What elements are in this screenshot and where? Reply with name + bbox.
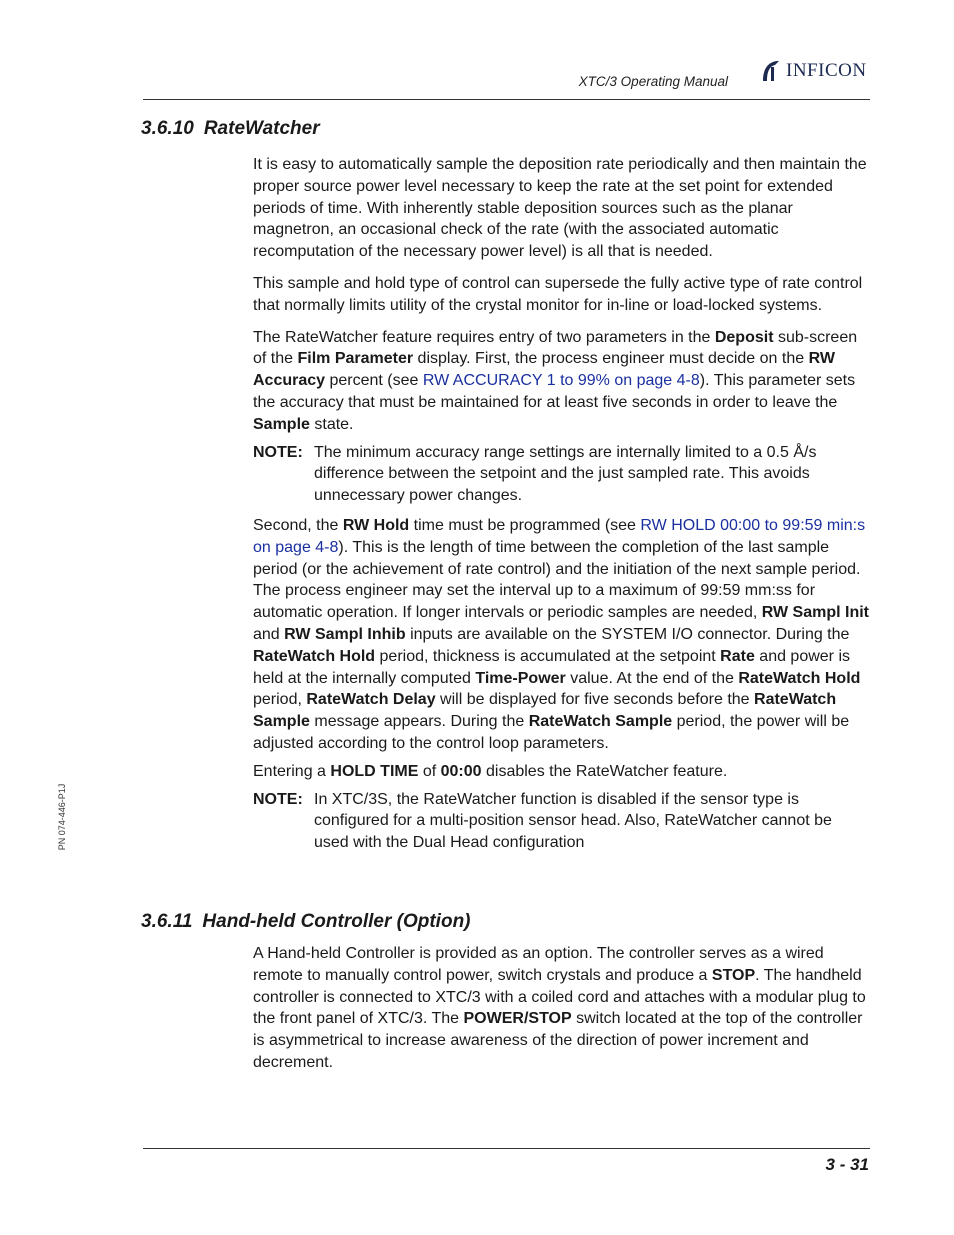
part-number-label: PN 074-446-P1J [57,783,67,851]
header-rule [143,99,870,100]
section-title: RateWatcher [203,118,320,139]
paragraph: The RateWatcher feature requires entry of two parameters in the Deposit sub-screen of the Film Parameter display. First, the process engineer must decide on the RW Accuracy percent (see RW ACCURACY 1 to 99% on page 4-8). This parameter sets the accuracy that must be maintained for at least five seconds in order to leave the Sample state. [253,328,858,433]
inficon-logo-icon [760,59,782,83]
section-number: 3.6.10 [141,118,194,139]
section-title: Hand-held Controller (Option) [202,911,471,932]
paragraph: Entering a HOLD TIME of 00:00 disables the RateWatcher feature. [253,762,728,780]
ratewatcher-body [253,154,870,862]
note-label: NOTE: [253,443,303,461]
paragraph: This sample and hold type of control can supersede the fully active type of rate control that normally limits utility of the crystal monitor for in-line or load-locked systems. [253,274,863,314]
section-heading-handheld [141,911,471,933]
section-heading-ratewatcher [141,118,320,140]
handheld-body [253,943,870,1084]
logo-text: INFICON [786,60,867,81]
note-text: In XTC/3S, the RateWatcher function is disabled if the sensor type is configured for a multi-position sensor head. Also, RateWatcher cannot be used with the Dual Head configuration [314,790,832,852]
rw-accuracy-link[interactable]: RW ACCURACY 1 to 99% on page 4-8 [422,372,700,390]
note-label: NOTE: [253,790,303,808]
note [253,442,870,507]
page-number: 3 - 31 [825,1155,869,1174]
paragraph: It is easy to automatically sample the deposition rate periodically and then maintain the proper source power level necessary to keep the rate at the set point for extended periods of time. With inherently stable deposition sources such as the planar magnetron, an occasional check of the rate (with the associated automatic recomputation of the necessary power level) is all that is needed. [253,156,867,261]
paragraph: A Hand-held Controller is provided as an option. The controller serves as a wired remote to manually control power, switch crystals and produce a STOP. The handheld controller is connected to XTC/3 with a coiled cord and attaches with a modular plug to the front panel of XTC/3. The POWER/STOP switch located at the top of the controller is asymmetrical to increase awareness of the direction of power increment and decrement. [253,945,866,1071]
inficon-logo [760,58,867,84]
note-text: The minimum accuracy range settings are internally limited to a 0.5 Å/s difference between the setpoint and the just sampled rate. This avoids unnecessary power changes. [314,443,817,505]
rw-hold-link[interactable]: RW HOLD 00:00 to 99:59 min:s on page 4-8 [253,516,866,556]
footer-rule [143,1148,870,1149]
section-number: 3.6.11 [141,911,193,932]
paragraph: Second, the RW Hold time must be programmed (see RW HOLD 00:00 to 99:59 min:s on page 4-8). This is the length of time between the completion of the last sample period (or the achievement of rate control) and the initiation of the next sample period. The process engineer may set the interval up to a maximum of 99:59 mm:ss for automatic operation. If longer intervals or periodic samples are needed, RW Sampl Init and RW Sampl Inhib inputs are available on the SYSTEM I/O connector. During the RateWatch Hold period, thickness is accumulated at the setpoint Rate and power is held at the internally computed Time-Power value. At the end of the RateWatch Hold period, RateWatch Delay will be displayed for five seconds before the RateWatch Sample message appears. During the RateWatch Sample period, the power will be adjusted according to the control loop parameters. [253,516,869,752]
note [253,789,870,854]
manual-title: XTC/3 Operating Manual [578,74,728,89]
